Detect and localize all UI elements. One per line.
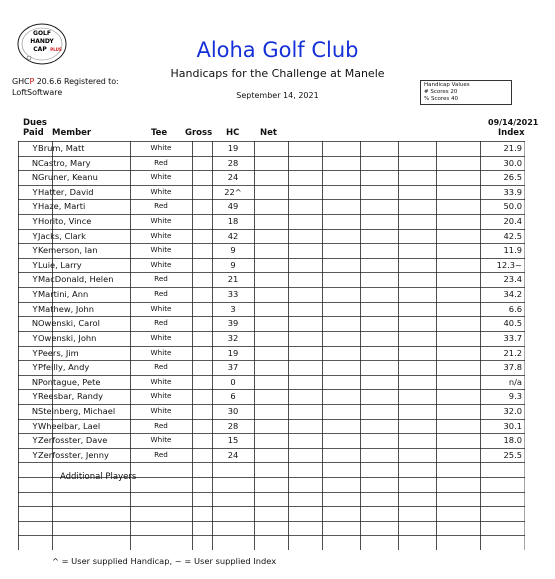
cell-tee: White <box>150 347 172 357</box>
cell-paid: Y <box>32 449 38 460</box>
cell-member: Mathew, John <box>38 303 94 314</box>
cell-index: 30.1 <box>503 420 522 431</box>
cell-index: 34.2 <box>503 289 522 300</box>
table-row <box>18 360 525 375</box>
cell-index: 6.6 <box>508 303 522 314</box>
cell-index: 33.9 <box>503 186 522 197</box>
header-index-date: 09/14/2021 <box>488 118 539 127</box>
cell-tee: White <box>150 216 172 226</box>
cell-hc: 19 <box>227 143 239 153</box>
handicap-values-title: Handicap Values <box>424 82 470 88</box>
cell-hc: 18 <box>227 216 239 227</box>
cell-index: 21.2 <box>503 347 522 358</box>
cell-hc: 24 <box>227 449 239 460</box>
cell-member: Zerfosster, Dave <box>38 435 108 446</box>
cell-index: 9.3 <box>508 391 522 402</box>
cell-index: 32.0 <box>503 405 522 416</box>
svg-text:GOLF: GOLF <box>33 30 51 37</box>
cell-hc: 9 <box>230 245 236 256</box>
cell-hc: 21 <box>227 274 239 285</box>
handicap-table <box>18 141 525 550</box>
cell-hc: 9 <box>230 259 236 270</box>
additional-players-label: Additional Players <box>60 472 137 482</box>
cell-paid: Y <box>32 332 38 343</box>
cell-paid: Y <box>32 186 38 197</box>
table-row <box>18 375 525 390</box>
table-row <box>18 156 525 171</box>
cell-member: Pontague, Pete <box>38 376 101 387</box>
table-row <box>18 185 525 200</box>
table-row <box>18 272 525 287</box>
cell-paid: N <box>31 376 39 387</box>
cell-paid: N <box>31 172 39 183</box>
table-row <box>18 141 525 156</box>
table-row <box>18 316 525 331</box>
cell-member: Brum, Matt <box>38 143 85 153</box>
table-row <box>18 448 525 463</box>
header-hc: HC <box>226 128 240 138</box>
cell-paid: Y <box>32 435 38 446</box>
club-name: Aloha Golf Club <box>196 38 359 62</box>
cell-tee: White <box>150 143 172 152</box>
cell-tee: Red <box>154 274 168 284</box>
handicap-values-box <box>420 80 512 105</box>
cell-tee: White <box>150 405 172 415</box>
cell-tee: White <box>150 172 172 182</box>
cell-tee: Red <box>154 362 168 372</box>
cell-tee: Red <box>154 420 168 430</box>
cell-hc: 42 <box>227 230 239 241</box>
cell-hc: 28 <box>227 420 239 431</box>
cell-index: 18.0 <box>503 435 522 446</box>
cell-member: Hatter, David <box>38 186 94 197</box>
svg-text:CAP: CAP <box>33 46 47 53</box>
cell-paid: Y <box>32 347 38 358</box>
table-row <box>18 199 525 214</box>
table-row <box>18 214 525 229</box>
registered-to: LoftSoftware <box>12 88 63 97</box>
cell-hc: 19 <box>227 347 239 358</box>
cell-member: Luie, Larry <box>38 259 82 270</box>
cell-hc: 28 <box>227 157 239 168</box>
cell-hc: 37 <box>227 362 239 373</box>
cell-paid: Y <box>32 420 38 431</box>
header-tee: Tee <box>151 128 168 138</box>
header-member: Member <box>52 128 92 138</box>
cell-index: n/a <box>508 376 522 387</box>
table-row <box>18 331 525 346</box>
cell-member: Gruner, Keanu <box>38 172 98 183</box>
header-net: Net <box>260 128 277 138</box>
cell-hc: 32 <box>227 332 239 343</box>
table-row <box>18 243 525 258</box>
cell-hc: 24 <box>227 172 239 183</box>
cell-paid: Y <box>32 143 38 153</box>
report-date: September 14, 2021 <box>236 91 319 100</box>
cell-paid: Y <box>32 303 38 314</box>
cell-tee: White <box>150 230 172 240</box>
cell-member: Owenski, John <box>38 332 97 343</box>
handicap-values-scores: # Scores 20 <box>424 89 458 95</box>
table-row <box>18 287 525 302</box>
cell-index: 21.9 <box>503 143 522 153</box>
cell-member: Jacks, Clark <box>38 230 86 241</box>
svg-text:PLUS: PLUS <box>50 47 62 52</box>
cell-hc: 0 <box>230 376 236 387</box>
header-gross: Gross <box>185 128 213 138</box>
handicap-values-percent: % Scores 40 <box>424 96 458 102</box>
cell-index: 30.0 <box>503 157 522 168</box>
header-dues: Dues <box>23 118 47 128</box>
cell-paid: Y <box>32 259 38 270</box>
cell-tee: White <box>150 186 172 196</box>
cell-tee: White <box>150 259 172 269</box>
cell-tee: White <box>150 391 172 401</box>
cell-index: 23.4 <box>503 274 522 285</box>
cell-member: Reesbar, Randy <box>38 391 104 402</box>
cell-tee: White <box>150 303 172 313</box>
cell-tee: Red <box>154 318 168 328</box>
cell-tee: White <box>150 376 172 386</box>
cell-index: 40.5 <box>503 318 522 329</box>
svg-text:HANDY: HANDY <box>30 38 54 45</box>
cell-paid: Y <box>32 230 38 241</box>
table-row <box>18 389 525 404</box>
cell-index: 20.4 <box>503 216 522 227</box>
cell-index: 42.5 <box>503 230 522 241</box>
cell-tee: Red <box>154 449 168 459</box>
cell-tee: Red <box>154 201 168 211</box>
cell-member: Zerfosster, Jenny <box>38 449 109 460</box>
cell-paid: N <box>31 157 39 168</box>
cell-paid: N <box>31 405 39 416</box>
cell-index: 26.5 <box>503 172 522 183</box>
cell-hc: 49 <box>227 201 239 212</box>
table-row <box>18 258 525 273</box>
header-paid: Paid <box>23 128 44 138</box>
cell-hc: 15 <box>227 435 239 446</box>
cell-index: 12.3~ <box>496 259 522 270</box>
cell-index: 11.9 <box>503 245 522 256</box>
table-row <box>18 404 525 419</box>
cell-member: Owenski, Carol <box>38 318 100 329</box>
cell-paid: Y <box>32 391 38 402</box>
cell-hc: 30 <box>227 405 239 416</box>
table-row <box>18 302 525 317</box>
cell-hc: 6 <box>230 391 236 402</box>
table-row <box>18 419 525 434</box>
cell-paid: Y <box>32 216 38 227</box>
cell-member: Horito, Vince <box>38 216 92 227</box>
registration-line: GHCP 20.6.6 Registered to: <box>12 77 119 86</box>
cell-paid: Y <box>32 245 38 256</box>
cell-member: Castro, Mary <box>38 157 91 168</box>
cell-tee: White <box>150 435 172 445</box>
footnote: ^ = User supplied Handicap, ~ = User supplied Index <box>52 556 277 566</box>
cell-index: 50.0 <box>503 201 522 212</box>
cell-member: Haze, Marti <box>38 201 86 212</box>
cell-paid: Y <box>32 362 38 373</box>
cell-hc: 3 <box>230 303 236 314</box>
table-row <box>18 170 525 185</box>
table-row <box>18 229 525 244</box>
cell-tee: Red <box>154 157 168 167</box>
cell-member: Steinberg, Michael <box>38 405 116 416</box>
cell-hc: 33 <box>227 289 239 300</box>
cell-tee: Red <box>154 289 168 299</box>
cell-paid: N <box>31 318 39 329</box>
page-subtitle: Handicaps for the Challenge at Manele <box>170 67 385 80</box>
table-row <box>18 346 525 361</box>
cell-member: Kemerson, Ian <box>38 245 98 256</box>
cell-index: 25.5 <box>503 449 522 460</box>
cell-paid: Y <box>32 289 38 300</box>
cell-paid: Y <box>32 201 38 212</box>
cell-member: Pfeilly, Andy <box>38 362 90 373</box>
cell-hc: 39 <box>227 318 239 329</box>
cell-member: Martini, Ann <box>38 289 89 300</box>
cell-index: 33.7 <box>503 332 522 343</box>
cell-member: Wheelbar, Lael <box>38 420 101 431</box>
header-index: Index <box>498 128 525 138</box>
table-row <box>18 433 525 448</box>
cell-tee: White <box>150 332 172 342</box>
cell-tee: White <box>150 245 172 255</box>
cell-member: Peers, Jim <box>38 347 79 358</box>
cell-member: MacDonald, Helen <box>38 274 114 285</box>
cell-hc: 22^ <box>224 186 242 197</box>
cell-paid: Y <box>32 274 38 285</box>
cell-index: 37.8 <box>503 362 522 373</box>
